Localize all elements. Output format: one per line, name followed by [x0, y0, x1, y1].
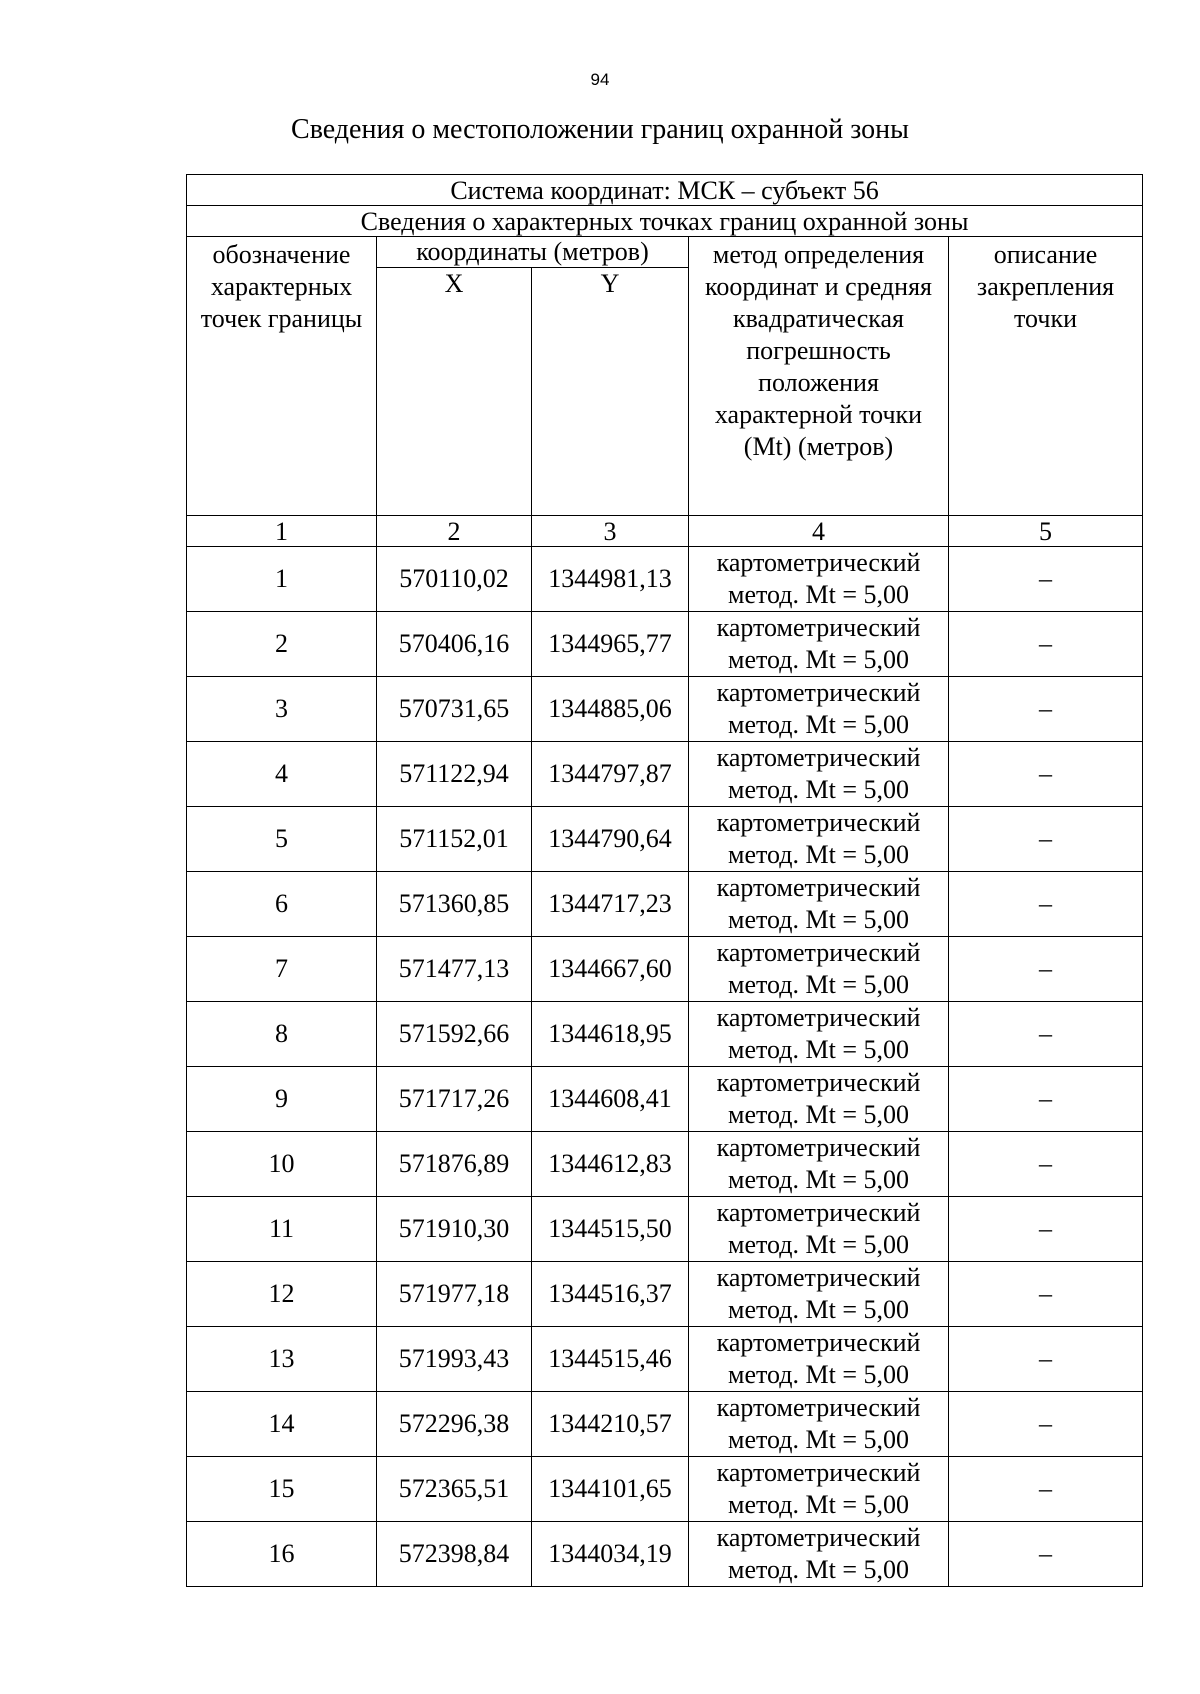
coordinates-table: [186, 174, 1143, 1587]
method-cell: [689, 742, 949, 807]
point-number-cell: 11: [187, 1197, 377, 1262]
method-line: картометрический: [716, 1523, 921, 1552]
description-cell: –: [949, 677, 1143, 742]
table-row: [187, 742, 1143, 807]
method-cell: [689, 547, 949, 612]
method-line: картометрический: [716, 1068, 921, 1097]
x-coordinate-cell: 571977,18: [377, 1262, 532, 1327]
description-cell: –: [949, 1392, 1143, 1457]
method-line: картометрический: [716, 1263, 921, 1292]
description-cell: –: [949, 1197, 1143, 1262]
table-row: [187, 612, 1143, 677]
x-coordinate-cell: 572296,38: [377, 1392, 532, 1457]
description-cell: –: [949, 1327, 1143, 1392]
method-line: картометрический: [716, 1133, 921, 1162]
header-description: описание закрепления точки: [949, 237, 1143, 516]
y-coordinate-cell: 1344612,83: [532, 1132, 689, 1197]
x-coordinate-cell: 570731,65: [377, 677, 532, 742]
x-coordinate-cell: 571122,94: [377, 742, 532, 807]
description-cell: –: [949, 547, 1143, 612]
method-accuracy-line: метод. Mt = 5,00: [728, 710, 909, 739]
point-number-cell: 10: [187, 1132, 377, 1197]
point-number-cell: 6: [187, 872, 377, 937]
y-coordinate-cell: 1344515,50: [532, 1197, 689, 1262]
method-accuracy-line: метод. Mt = 5,00: [728, 1490, 909, 1519]
method-line: картометрический: [716, 1458, 921, 1487]
point-number-cell: 12: [187, 1262, 377, 1327]
point-number-cell: 8: [187, 1002, 377, 1067]
x-coordinate-cell: 570110,02: [377, 547, 532, 612]
method-accuracy-line: метод. Mt = 5,00: [728, 1100, 909, 1129]
table-row: [187, 1392, 1143, 1457]
method-cell: [689, 1067, 949, 1132]
column-number: 1: [187, 516, 377, 547]
method-cell: [689, 937, 949, 1002]
y-coordinate-cell: 1344516,37: [532, 1262, 689, 1327]
method-cell: [689, 1522, 949, 1587]
point-number-cell: 7: [187, 937, 377, 1002]
y-coordinate-cell: 1344717,23: [532, 872, 689, 937]
method-line: картометрический: [716, 1328, 921, 1357]
header-row: [187, 237, 1143, 268]
x-coordinate-cell: 571717,26: [377, 1067, 532, 1132]
description-cell: –: [949, 872, 1143, 937]
method-line: картометрический: [716, 548, 921, 577]
point-number-cell: 2: [187, 612, 377, 677]
header-y: Y: [532, 268, 689, 516]
point-number-cell: 3: [187, 677, 377, 742]
y-coordinate-cell: 1344965,77: [532, 612, 689, 677]
x-coordinate-cell: 572398,84: [377, 1522, 532, 1587]
method-cell: [689, 1327, 949, 1392]
method-accuracy-line: метод. Mt = 5,00: [728, 645, 909, 674]
y-coordinate-cell: 1344667,60: [532, 937, 689, 1002]
method-line: картометрический: [716, 938, 921, 967]
x-coordinate-cell: 571592,66: [377, 1002, 532, 1067]
table-row: [187, 872, 1143, 937]
y-coordinate-cell: 1344034,19: [532, 1522, 689, 1587]
coord-system-row: [187, 175, 1143, 206]
section-title-row: [187, 206, 1143, 237]
y-coordinate-cell: 1344101,65: [532, 1457, 689, 1522]
description-cell: –: [949, 1132, 1143, 1197]
y-coordinate-cell: 1344618,95: [532, 1002, 689, 1067]
table-row: [187, 1197, 1143, 1262]
x-coordinate-cell: 571993,43: [377, 1327, 532, 1392]
method-line: картометрический: [716, 808, 921, 837]
header-x: X: [377, 268, 532, 516]
column-number: 5: [949, 516, 1143, 547]
method-cell: [689, 1197, 949, 1262]
y-coordinate-cell: 1344608,41: [532, 1067, 689, 1132]
method-accuracy-line: метод. Mt = 5,00: [728, 1555, 909, 1584]
method-line: картометрический: [716, 743, 921, 772]
x-coordinate-cell: 571360,85: [377, 872, 532, 937]
method-accuracy-line: метод. Mt = 5,00: [728, 1035, 909, 1064]
table-row: [187, 1132, 1143, 1197]
method-line: картометрический: [716, 1198, 921, 1227]
point-number-cell: 14: [187, 1392, 377, 1457]
table-row: [187, 937, 1143, 1002]
table-row: [187, 1327, 1143, 1392]
y-coordinate-cell: 1344790,64: [532, 807, 689, 872]
method-cell: [689, 677, 949, 742]
table-row: [187, 677, 1143, 742]
x-coordinate-cell: 572365,51: [377, 1457, 532, 1522]
x-coordinate-cell: 571152,01: [377, 807, 532, 872]
point-number-cell: 5: [187, 807, 377, 872]
column-number: 2: [377, 516, 532, 547]
header-method: метод определения координат и средняя квадратическая погрешность положения характерной точки (Mt) (метров): [689, 237, 949, 516]
section-title-cell: Сведения о характерных точках границ охранной зоны: [187, 206, 1143, 237]
method-accuracy-line: метод. Mt = 5,00: [728, 905, 909, 934]
method-cell: [689, 612, 949, 677]
description-cell: –: [949, 742, 1143, 807]
table-row: [187, 1522, 1143, 1587]
method-accuracy-line: метод. Mt = 5,00: [728, 970, 909, 999]
point-number-cell: 15: [187, 1457, 377, 1522]
description-cell: –: [949, 1262, 1143, 1327]
method-cell: [689, 1262, 949, 1327]
table-row: [187, 1067, 1143, 1132]
method-line: картометрический: [716, 1003, 921, 1032]
method-accuracy-line: метод. Mt = 5,00: [728, 1360, 909, 1389]
method-accuracy-line: метод. Mt = 5,00: [728, 580, 909, 609]
point-number-cell: 1: [187, 547, 377, 612]
method-cell: [689, 807, 949, 872]
table-row: [187, 1002, 1143, 1067]
method-line: картометрический: [716, 678, 921, 707]
y-coordinate-cell: 1344210,57: [532, 1392, 689, 1457]
method-cell: [689, 1457, 949, 1522]
description-cell: –: [949, 1522, 1143, 1587]
method-accuracy-line: метод. Mt = 5,00: [728, 1230, 909, 1259]
method-line: картометрический: [716, 873, 921, 902]
description-cell: –: [949, 1002, 1143, 1067]
header-point: обозначение характерных точек границы: [187, 237, 377, 516]
y-coordinate-cell: 1344797,87: [532, 742, 689, 807]
description-cell: –: [949, 937, 1143, 1002]
table-row: [187, 1262, 1143, 1327]
coord-system-cell: Система координат: МСК – субъект 56: [187, 175, 1143, 206]
point-number-cell: 4: [187, 742, 377, 807]
x-coordinate-cell: 571477,13: [377, 937, 532, 1002]
method-accuracy-line: метод. Mt = 5,00: [728, 775, 909, 804]
y-coordinate-cell: 1344885,06: [532, 677, 689, 742]
y-coordinate-cell: 1344981,13: [532, 547, 689, 612]
method-line: картометрический: [716, 613, 921, 642]
column-number-row: [187, 516, 1143, 547]
method-cell: [689, 1392, 949, 1457]
method-cell: [689, 1132, 949, 1197]
method-cell: [689, 1002, 949, 1067]
method-accuracy-line: метод. Mt = 5,00: [728, 1425, 909, 1454]
description-cell: –: [949, 1067, 1143, 1132]
method-accuracy-line: метод. Mt = 5,00: [728, 840, 909, 869]
header-coords: координаты (метров): [377, 237, 689, 268]
x-coordinate-cell: 571910,30: [377, 1197, 532, 1262]
page-number: 94: [590, 70, 610, 89]
method-accuracy-line: метод. Mt = 5,00: [728, 1165, 909, 1194]
table-row: [187, 547, 1143, 612]
point-number-cell: 16: [187, 1522, 377, 1587]
method-line: картометрический: [716, 1393, 921, 1422]
point-number-cell: 9: [187, 1067, 377, 1132]
point-number-cell: 13: [187, 1327, 377, 1392]
x-coordinate-cell: 571876,89: [377, 1132, 532, 1197]
method-cell: [689, 872, 949, 937]
column-number: 3: [532, 516, 689, 547]
column-number: 4: [689, 516, 949, 547]
description-cell: –: [949, 1457, 1143, 1522]
document-title: Сведения о местоположении границ охранной зоны: [291, 114, 909, 145]
table-row: [187, 807, 1143, 872]
method-accuracy-line: метод. Mt = 5,00: [728, 1295, 909, 1324]
table-row: [187, 1457, 1143, 1522]
x-coordinate-cell: 570406,16: [377, 612, 532, 677]
description-cell: –: [949, 807, 1143, 872]
y-coordinate-cell: 1344515,46: [532, 1327, 689, 1392]
description-cell: –: [949, 612, 1143, 677]
